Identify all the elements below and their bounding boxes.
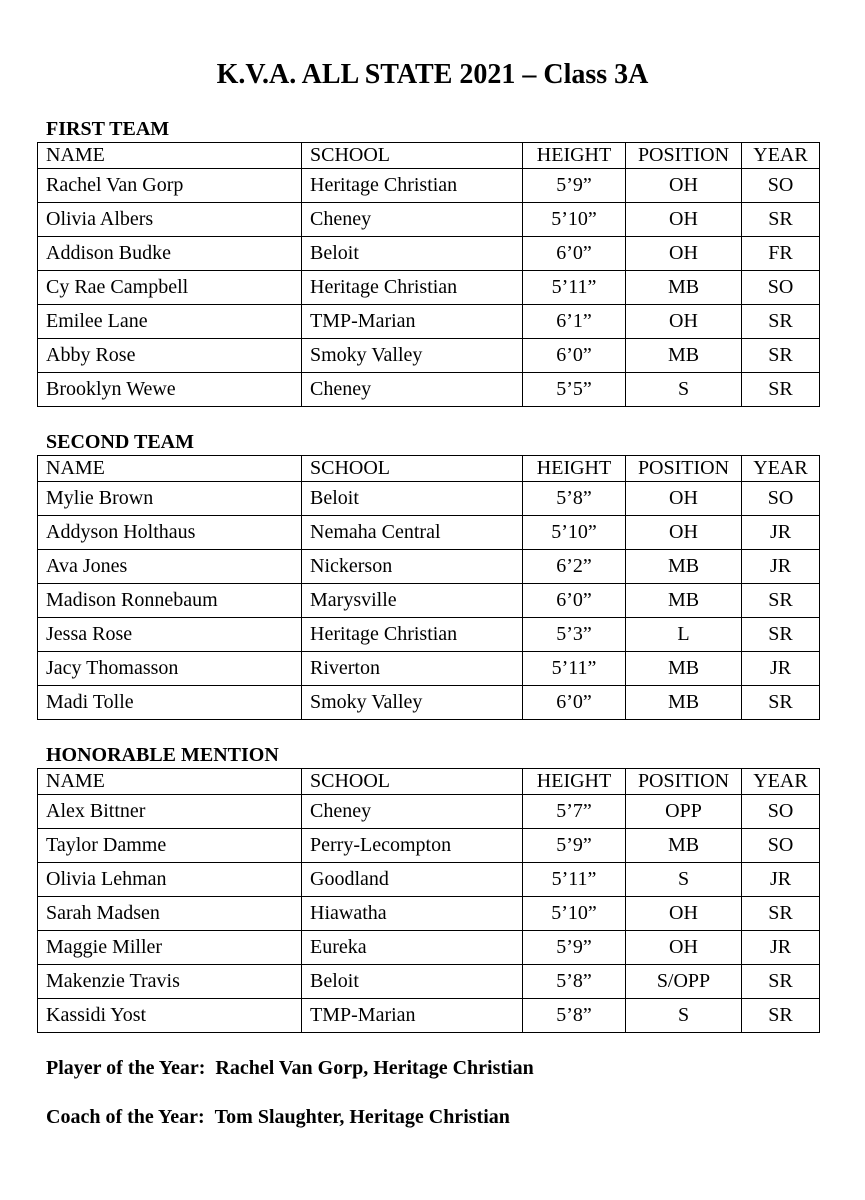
column-header-height: HEIGHT <box>523 769 626 795</box>
table-row <box>38 931 820 965</box>
cell-year: SR <box>742 618 820 652</box>
cell-name: Jacy Thomasson <box>38 652 302 686</box>
cell-position: MB <box>626 829 742 863</box>
table-row <box>38 237 820 271</box>
cell-school: Goodland <box>302 863 523 897</box>
cell-position: S <box>626 999 742 1033</box>
cell-school: Nickerson <box>302 550 523 584</box>
column-header-year: YEAR <box>742 769 820 795</box>
column-header-height: HEIGHT <box>523 456 626 482</box>
cell-height: 6’2” <box>523 550 626 584</box>
cell-name: Kassidi Yost <box>38 999 302 1033</box>
cell-school: Cheney <box>302 203 523 237</box>
table-row <box>38 686 820 720</box>
cell-position: OPP <box>626 795 742 829</box>
cell-height: 5’11” <box>523 863 626 897</box>
cell-year: JR <box>742 863 820 897</box>
cell-school: Hiawatha <box>302 897 523 931</box>
cell-position: S <box>626 863 742 897</box>
cell-height: 6’0” <box>523 339 626 373</box>
cell-school: Heritage Christian <box>302 618 523 652</box>
cell-height: 6’0” <box>523 584 626 618</box>
cell-school: Nemaha Central <box>302 516 523 550</box>
cell-year: SO <box>742 829 820 863</box>
cell-year: SR <box>742 686 820 720</box>
cell-name: Jessa Rose <box>38 618 302 652</box>
table-row <box>38 339 820 373</box>
cell-position: OH <box>626 237 742 271</box>
cell-name: Cy Rae Campbell <box>38 271 302 305</box>
cell-school: Perry-Lecompton <box>302 829 523 863</box>
cell-year: SR <box>742 965 820 999</box>
cell-height: 5’7” <box>523 795 626 829</box>
cell-year: JR <box>742 550 820 584</box>
cell-year: SO <box>742 169 820 203</box>
cell-position: MB <box>626 271 742 305</box>
award-label: Player of the Year: <box>46 1057 206 1079</box>
cell-school: Eureka <box>302 931 523 965</box>
cell-height: 6’0” <box>523 686 626 720</box>
table-row <box>38 999 820 1033</box>
cell-height: 5’9” <box>523 829 626 863</box>
cell-school: TMP-Marian <box>302 305 523 339</box>
cell-name: Emilee Lane <box>38 305 302 339</box>
cell-year: JR <box>742 652 820 686</box>
cell-name: Madi Tolle <box>38 686 302 720</box>
cell-name: Maggie Miller <box>38 931 302 965</box>
cell-school: Beloit <box>302 482 523 516</box>
cell-year: FR <box>742 237 820 271</box>
cell-school: Marysville <box>302 584 523 618</box>
table-row <box>38 550 820 584</box>
table-row <box>38 584 820 618</box>
cell-name: Mylie Brown <box>38 482 302 516</box>
cell-year: SR <box>742 373 820 407</box>
cell-position: OH <box>626 482 742 516</box>
cell-height: 6’1” <box>523 305 626 339</box>
cell-height: 5’11” <box>523 271 626 305</box>
cell-year: SO <box>742 795 820 829</box>
roster-table <box>37 455 820 720</box>
cell-year: SR <box>742 999 820 1033</box>
table-row <box>38 618 820 652</box>
cell-name: Brooklyn Wewe <box>38 373 302 407</box>
cell-name: Addyson Holthaus <box>38 516 302 550</box>
cell-position: L <box>626 618 742 652</box>
roster-table <box>37 768 820 1033</box>
page-title: K.V.A. ALL STATE 2021 – Class 3A <box>216 59 649 90</box>
cell-position: S <box>626 373 742 407</box>
column-header-year: YEAR <box>742 456 820 482</box>
cell-school: Riverton <box>302 652 523 686</box>
cell-name: Makenzie Travis <box>38 965 302 999</box>
cell-name: Taylor Damme <box>38 829 302 863</box>
cell-year: SR <box>742 584 820 618</box>
section-title: HONORABLE MENTION <box>46 744 279 766</box>
cell-position: S/OPP <box>626 965 742 999</box>
cell-school: TMP-Marian <box>302 999 523 1033</box>
cell-height: 6’0” <box>523 237 626 271</box>
section-title: SECOND TEAM <box>46 431 194 453</box>
table-header-row <box>38 143 820 169</box>
cell-school: Beloit <box>302 965 523 999</box>
table-row <box>38 482 820 516</box>
cell-school: Heritage Christian <box>302 169 523 203</box>
table-header-row <box>38 456 820 482</box>
cell-year: JR <box>742 931 820 965</box>
award-coach-of-year <box>46 1105 510 1129</box>
cell-position: MB <box>626 339 742 373</box>
cell-position: OH <box>626 931 742 965</box>
table-row <box>38 795 820 829</box>
cell-year: SR <box>742 897 820 931</box>
cell-name: Olivia Albers <box>38 203 302 237</box>
column-header-height: HEIGHT <box>523 143 626 169</box>
award-label: Coach of the Year: <box>46 1106 205 1128</box>
table-row <box>38 271 820 305</box>
table-row <box>38 829 820 863</box>
table-row <box>38 373 820 407</box>
cell-year: SO <box>742 482 820 516</box>
cell-name: Alex Bittner <box>38 795 302 829</box>
cell-name: Olivia Lehman <box>38 863 302 897</box>
column-header-year: YEAR <box>742 143 820 169</box>
table-row <box>38 965 820 999</box>
award-value: Tom Slaughter, Heritage Christian <box>214 1106 510 1128</box>
roster-table <box>37 142 820 407</box>
column-header-school: SCHOOL <box>302 769 523 795</box>
cell-height: 5’10” <box>523 516 626 550</box>
cell-school: Smoky Valley <box>302 339 523 373</box>
cell-year: JR <box>742 516 820 550</box>
table-row <box>38 863 820 897</box>
table-row <box>38 897 820 931</box>
table-row <box>38 652 820 686</box>
cell-height: 5’9” <box>523 931 626 965</box>
cell-height: 5’8” <box>523 965 626 999</box>
cell-position: OH <box>626 203 742 237</box>
cell-name: Sarah Madsen <box>38 897 302 931</box>
cell-position: OH <box>626 169 742 203</box>
cell-position: MB <box>626 652 742 686</box>
section-title: FIRST TEAM <box>46 118 170 140</box>
table-row <box>38 516 820 550</box>
column-header-position: POSITION <box>626 769 742 795</box>
cell-school: Smoky Valley <box>302 686 523 720</box>
column-header-name: NAME <box>38 769 302 795</box>
cell-height: 5’10” <box>523 897 626 931</box>
cell-school: Heritage Christian <box>302 271 523 305</box>
cell-name: Madison Ronnebaum <box>38 584 302 618</box>
cell-position: OH <box>626 516 742 550</box>
column-header-school: SCHOOL <box>302 143 523 169</box>
column-header-name: NAME <box>38 143 302 169</box>
cell-position: MB <box>626 584 742 618</box>
column-header-position: POSITION <box>626 456 742 482</box>
cell-height: 5’5” <box>523 373 626 407</box>
column-header-name: NAME <box>38 456 302 482</box>
cell-year: SR <box>742 339 820 373</box>
cell-name: Addison Budke <box>38 237 302 271</box>
cell-height: 5’10” <box>523 203 626 237</box>
award-player-of-year <box>46 1056 534 1080</box>
cell-name: Rachel Van Gorp <box>38 169 302 203</box>
cell-position: OH <box>626 897 742 931</box>
cell-height: 5’3” <box>523 618 626 652</box>
table-header-row <box>38 769 820 795</box>
cell-name: Abby Rose <box>38 339 302 373</box>
cell-height: 5’11” <box>523 652 626 686</box>
column-header-school: SCHOOL <box>302 456 523 482</box>
award-value: Rachel Van Gorp, Heritage Christian <box>215 1057 534 1079</box>
cell-height: 5’8” <box>523 999 626 1033</box>
cell-height: 5’9” <box>523 169 626 203</box>
cell-school: Cheney <box>302 795 523 829</box>
table-row <box>38 203 820 237</box>
cell-name: Ava Jones <box>38 550 302 584</box>
cell-position: MB <box>626 550 742 584</box>
cell-school: Beloit <box>302 237 523 271</box>
cell-year: SR <box>742 305 820 339</box>
table-row <box>38 169 820 203</box>
cell-height: 5’8” <box>523 482 626 516</box>
cell-year: SO <box>742 271 820 305</box>
cell-position: OH <box>626 305 742 339</box>
cell-year: SR <box>742 203 820 237</box>
column-header-position: POSITION <box>626 143 742 169</box>
cell-position: MB <box>626 686 742 720</box>
cell-school: Cheney <box>302 373 523 407</box>
table-row <box>38 305 820 339</box>
